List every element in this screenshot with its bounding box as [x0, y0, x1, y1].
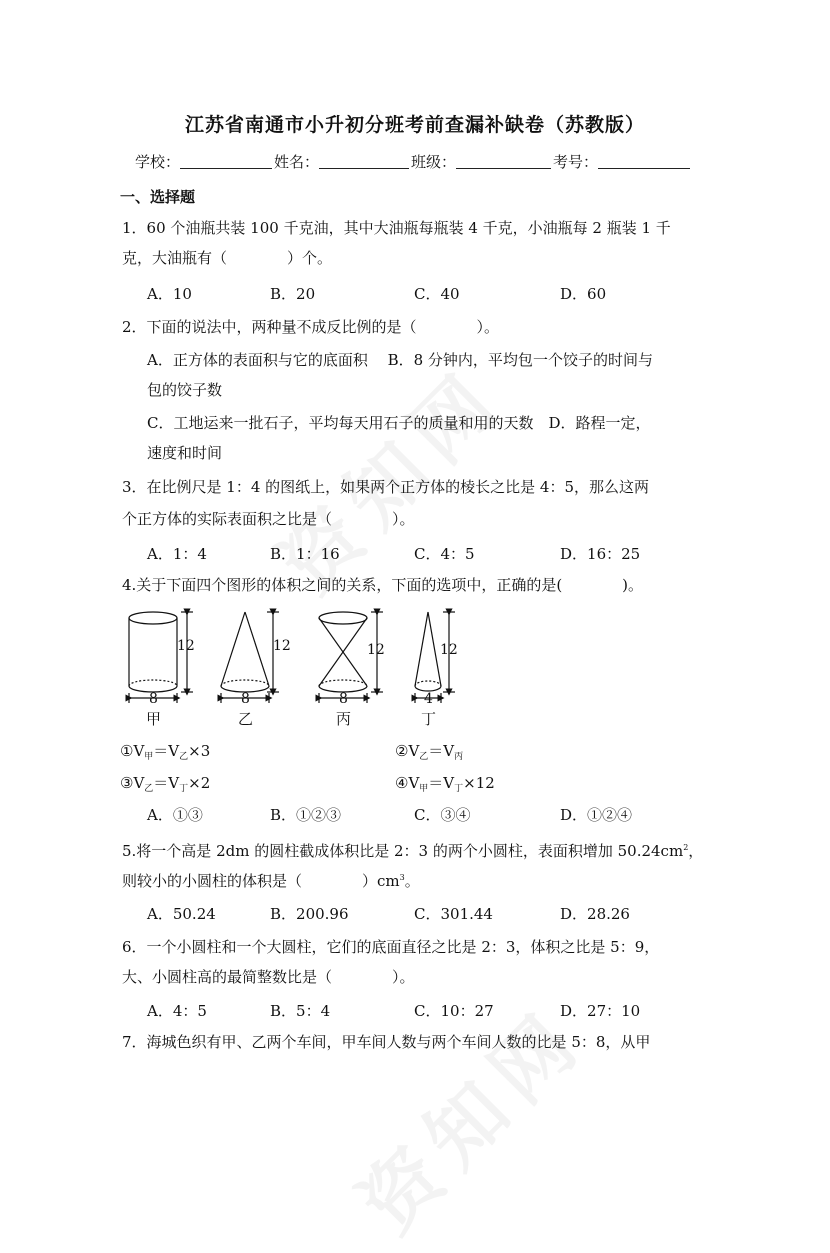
- thin-cone-height: 12: [440, 642, 458, 658]
- cone-figure: [221, 612, 279, 703]
- cylinder-figure: [129, 612, 193, 703]
- q6-option-c: C．10：27: [414, 1002, 494, 1020]
- q3-option-c: C．4：5: [414, 545, 475, 563]
- student-info-line: [135, 151, 692, 172]
- figure-label-jia: 甲: [146, 710, 162, 728]
- q4-option-c: C．③④: [414, 806, 471, 824]
- q4-option-d: D．①②④: [560, 806, 633, 824]
- q6-option-b: B．5：4: [270, 1002, 331, 1020]
- question-1-line-2: 克，大油瓶有（ ）个。: [122, 249, 333, 267]
- q4-statement-1: $①V_甲=V_乙\times 3$: [120, 742, 211, 762]
- q6-option-a: A．4：5: [147, 1002, 207, 1020]
- section-heading: 一、选择题: [120, 188, 196, 206]
- cone-height: 12: [273, 638, 291, 654]
- q4-option-a: A．①③: [147, 806, 203, 824]
- question-4: 4.关于下面四个图形的体积之间的关系，下面的选项中，正确的是( )。: [122, 576, 644, 594]
- exam-number-blank[interactable]: [598, 154, 690, 169]
- q5-option-b: B．200.96: [270, 905, 349, 923]
- page-title: 江苏省南通市小升初分班考前查漏补缺卷（苏教版）: [184, 114, 645, 136]
- class-blank[interactable]: [456, 154, 551, 169]
- thin-cone-diameter: 4: [424, 691, 433, 707]
- figure-label-yi: 乙: [238, 710, 254, 728]
- q2-options-line-1: A．正方体的表面积与它的底面积 B．8 分钟内，平均包一个饺子的时间与: [147, 351, 653, 369]
- double-cone-height: 12: [367, 642, 385, 658]
- q4-statement-4: $④V_甲=V_丁\times 12$: [395, 774, 495, 794]
- q3-option-d: D．16：25: [560, 545, 641, 563]
- cylinder-height: 12: [177, 638, 195, 654]
- q5-option-c: C．301.44: [414, 905, 493, 923]
- figure-label-bing: 丙: [336, 710, 352, 728]
- q4-option-b: B．①②③: [270, 806, 342, 824]
- cone-diameter: 8: [241, 691, 250, 707]
- watermark: [251, 339, 525, 613]
- class-label: 班级：: [411, 153, 457, 171]
- exam-number-label: 考号：: [553, 153, 599, 171]
- q5-option-d: D．28.26: [560, 905, 630, 923]
- question-2: 2．下面的说法中，两种量不成反比例的是（ ）。: [122, 318, 500, 336]
- name-label: 姓名：: [274, 153, 320, 171]
- q3-option-a: A．1：4: [147, 545, 207, 563]
- q1-option-c: C．40: [414, 285, 460, 303]
- cylinder-diameter: 8: [149, 691, 158, 707]
- question-3-line-2: 个正方体的实际表面积之比是（ ）。: [122, 510, 415, 528]
- q2-options-line-4: 速度和时间: [147, 444, 223, 462]
- question-6-line-2: 大、小圆柱高的最简整数比是（ ）。: [122, 968, 415, 986]
- question-5-line-2: 则较小的小圆柱的体积是（ ）$cm^3$。: [122, 872, 420, 890]
- figure-label-ding: 丁: [421, 710, 437, 728]
- school-label: 学校：: [135, 153, 181, 171]
- double-cone-diameter: 8: [339, 691, 348, 707]
- q1-option-d: D．60: [560, 285, 607, 303]
- q2-options-line-2: 包的饺子数: [147, 381, 223, 399]
- question-3-line-1: 3．在比例尺是 1：4 的图纸上，如果两个正方体的棱长之比是 4：5，那么这两: [122, 478, 650, 496]
- q4-figure: [115, 600, 475, 720]
- school-blank[interactable]: [180, 154, 272, 169]
- q2-options-line-3: C．工地运来一批石子，平均每天用石子的质量和用的天数 D．路程一定，: [147, 414, 651, 432]
- question-7-line-1: 7．海城色织有甲、乙两个车间，甲车间人数与两个车间人数的比是 5：8，从甲: [122, 1033, 651, 1051]
- name-blank[interactable]: [319, 154, 409, 169]
- question-1-line-1: 1．60 个油瓶共装 100 千克油，其中大油瓶每瓶装 4 千克，小油瓶每 2 瓶装 1 千: [122, 219, 671, 237]
- q3-option-b: B．1：16: [270, 545, 340, 563]
- q1-option-b: B．20: [270, 285, 316, 303]
- question-5-line-1: 5.将一个高是 2dm 的圆柱截成体积比是 2：3 的两个小圆柱，表面积增加 $50.24cm^2$，: [122, 842, 704, 860]
- q6-option-d: D．27：10: [560, 1002, 641, 1020]
- q4-statement-3: $③V_乙=V_丁\times 2$: [120, 774, 211, 794]
- q1-option-a: A．10: [147, 285, 192, 303]
- q5-option-a: A．50.24: [147, 905, 216, 923]
- q4-statement-2: $②V_乙=V_丙$: [395, 742, 464, 762]
- question-6-line-1: 6．一个小圆柱和一个大圆柱，它们的底面直径之比是 2：3，体积之比是 5：9，: [122, 938, 660, 956]
